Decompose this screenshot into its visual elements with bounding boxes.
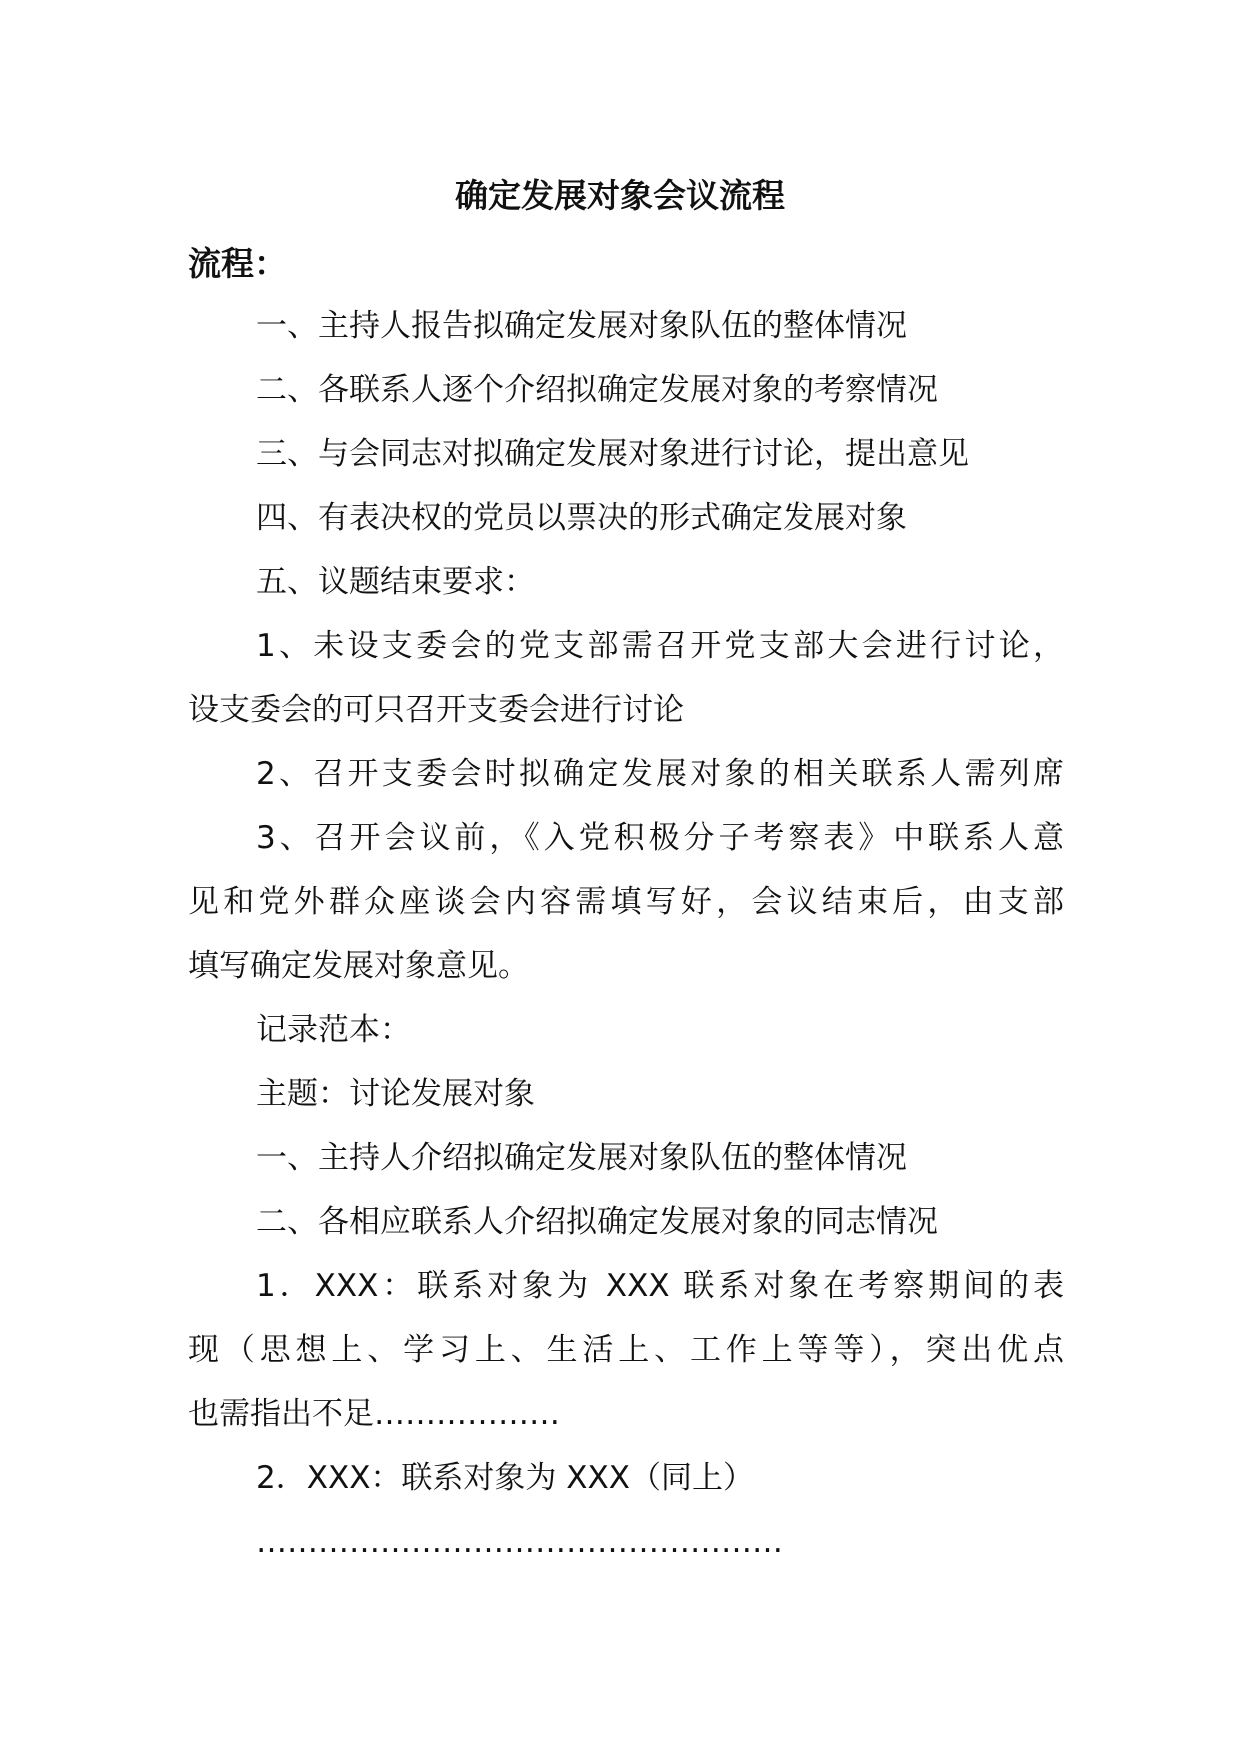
paragraph-line: 1．XXX：联系对象为 XXX 联系对象在考察期间的表 [256, 1268, 1064, 1304]
paragraph-line: 二、各相应联系人介绍拟确定发展对象的同志情况 [256, 1204, 938, 1240]
document-title: 确定发展对象会议流程 [455, 176, 785, 215]
paragraph-line: 一、主持人介绍拟确定发展对象队伍的整体情况 [256, 1140, 907, 1176]
paragraph-line: 三、与会同志对拟确定发展对象进行讨论，提出意见 [256, 436, 969, 472]
paragraph-line: 主题：讨论发展对象 [256, 1076, 535, 1112]
paragraph-line: 五、议题结束要求： [256, 564, 535, 600]
paragraph-line: 设支委会的可只召开支委会进行讨论 [188, 692, 684, 728]
paragraph-line: 二、各联系人逐个介绍拟确定发展对象的考察情况 [256, 372, 938, 408]
paragraph-line: 3、召开会议前，《入党积极分子考察表》中联系人意 [256, 820, 1064, 856]
paragraph-line: 现（思想上、学习上、生活上、工作上等等），突出优点 [188, 1332, 1064, 1368]
paragraph-line: 填写确定发展对象意见。 [188, 948, 529, 984]
paragraph-line: 一、主持人报告拟确定发展对象队伍的整体情况 [256, 308, 907, 344]
paragraph-line: 2．XXX：联系对象为 XXX（同上） [256, 1460, 754, 1496]
section-heading: 流程： [188, 244, 287, 283]
paragraph-line: 2、召开支委会时拟确定发展对象的相关联系人需列席 [256, 756, 1064, 792]
paragraph-line: 见和党外群众座谈会内容需填写好，会议结束后，由支部 [188, 884, 1064, 920]
paragraph-line: 1、未设支委会的党支部需召开党支部大会进行讨论， [256, 628, 1064, 664]
paragraph-line: 记录范本： [256, 1012, 411, 1048]
paragraph-line: 四、有表决权的党员以票决的形式确定发展对象 [256, 500, 907, 536]
paragraph-line: 也需指出不足……………… [188, 1396, 560, 1432]
paragraph-line: …………………………………………… [256, 1524, 783, 1560]
